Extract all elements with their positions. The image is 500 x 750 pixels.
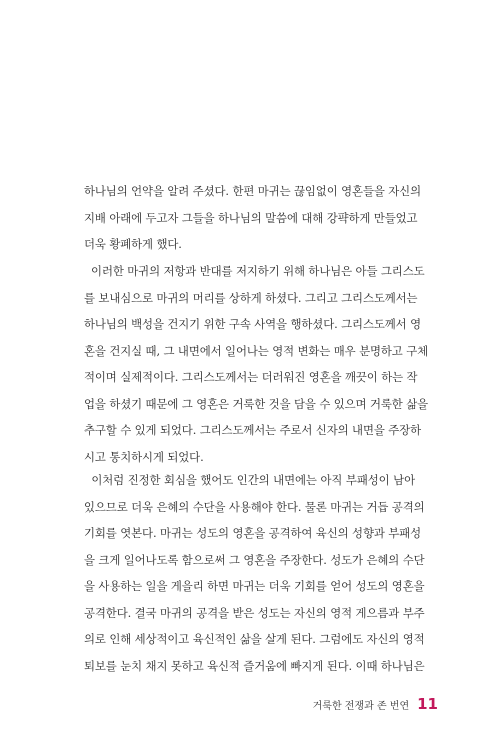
- text-line: 의로 인해 세상적이고 육신적인 삶을 살게 된다. 그럼에도 자신의 영적: [84, 632, 425, 646]
- text-line: 이러한 마귀의 저항과 반대를 저지하기 위해 하나님은 아들 그리스도: [84, 264, 425, 278]
- text-line: 추구할 수 있게 되었다. 그리스도께서는 주로서 신자의 내면을 주장하: [84, 423, 421, 437]
- text-line: 있으므로 더욱 은혜의 수단을 사용해야 한다. 물론 마귀는 거듭 공격의: [84, 499, 425, 514]
- text-line: 업을 하셨기 때문에 그 영혼은 거룩한 것을 담을 수 있으며 거룩한 삶을: [84, 396, 429, 411]
- text-line: 를 보내심으로 마귀의 머리를 상하게 하셨다. 그리고 그리스도께서는: [84, 290, 418, 305]
- page-number: 11: [417, 695, 438, 713]
- text-line: 퇴보를 눈치 채지 못하고 육신적 즐거움에 빠지게 된다. 이때 하나님은: [84, 658, 425, 673]
- text-line: 이처럼 진정한 회심을 했어도 인간의 내면에는 아직 부패성이 남아: [84, 473, 415, 487]
- text-line: 을 사용하는 일을 게을리 하면 마귀는 더욱 기회를 얻어 성도의 영혼을: [84, 579, 425, 593]
- text-line: 하나님의 언약을 알려 주셨다. 한편 마귀는 끊임없이 영혼들을 자신의: [84, 184, 421, 198]
- paragraph-3: [84, 467, 425, 679]
- running-title: 거룩한 전쟁과 존 번연: [312, 701, 410, 712]
- text-line: 하나님의 백성을 건지기 위한 구속 사역을 행하셨다. 그리스도께서 영: [84, 317, 421, 331]
- page-footer: [313, 695, 438, 713]
- text-line: 시고 통치하시게 되었다.: [84, 449, 204, 464]
- paragraph-1: [84, 178, 421, 258]
- text-line: 기회를 엿본다. 마귀는 성도의 영혼을 공격하여 육신의 성향과 부패성: [84, 526, 421, 540]
- text-line: 혼을 건지실 때, 그 내면에서 일어나는 영적 변화는 매우 분명하고 구체: [84, 343, 429, 358]
- text-line: 적이며 실제적이다. 그리스도께서는 더러워진 영혼을 깨끗이 하는 작: [84, 370, 418, 384]
- text-line: 지배 아래에 두고자 그들을 하나님의 말씀에 대해 강퍅하게 만들었고: [84, 210, 418, 225]
- text-line: 더욱 황폐하게 했다.: [84, 237, 182, 251]
- text-line: 을 크게 일어나도록 함으로써 그 영혼을 주장한다. 성도가 은혜의 수단: [84, 552, 425, 567]
- text-line: 공격한다. 결국 마귀의 공격을 받은 성도는 자신의 영적 게으름과 부주: [84, 605, 425, 620]
- paragraph-2: [84, 258, 429, 470]
